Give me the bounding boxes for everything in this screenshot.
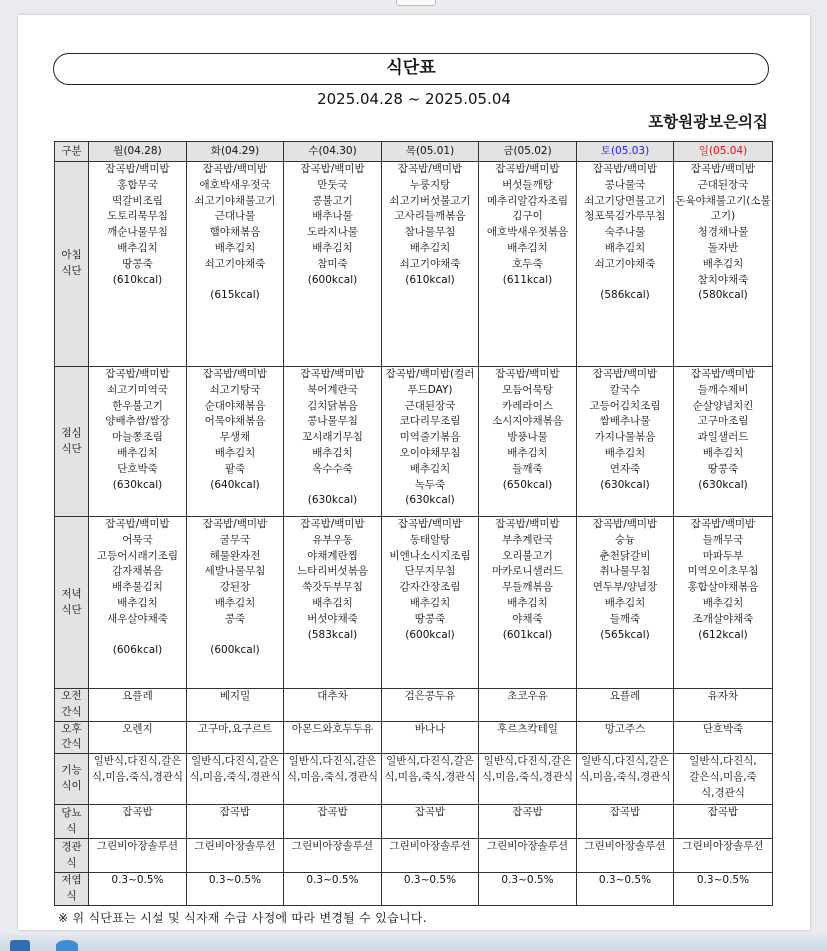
menu-cell: 잡곡밥/백미밥 누룽지탕 쇠고기버섯불고기 고사리들깨볶음 참나물무침 배추김치 쇠고기야채죽 (610kcal) — [382, 162, 479, 367]
menu-cell: 일반식,다진식,갈은식,미음,죽식,경관식 — [187, 754, 284, 805]
menu-cell: 고구마,요구르트 — [187, 721, 284, 754]
menu-cell: 초코우유 — [479, 689, 577, 722]
menu-cell: 그린비아장솔루션 — [382, 839, 479, 873]
menu-cell: 잡곡밥/백미밥 동태알탕 비엔나소시지조림 단무지무침 감자간장조림 배추김치 땅콩죽 (600kcal) — [382, 517, 479, 689]
menu-cell: 그린비아장솔루션 — [674, 839, 773, 873]
menu-cell: 잡곡밥/백미밥 칼국수 고등어김치조림 쌈배추나물 가지나물볶음 배추김치 연자죽 (630kcal) — [577, 367, 674, 517]
header-day-sat: 토(05.03) — [577, 142, 674, 162]
menu-cell: 후르츠칵테일 — [479, 721, 577, 754]
menu-cell: 잡곡밥/백미밥 굴무국 해물완자전 세발나물무침 강된장 배추김치 콩죽 (600kcal) — [187, 517, 284, 689]
menu-cell: 대추차 — [284, 689, 382, 722]
menu-cell: 망고주스 — [577, 721, 674, 754]
row-label: 경관 식 — [55, 839, 89, 873]
menu-table — [54, 141, 773, 906]
row-tube-feed — [55, 839, 773, 873]
menu-cell: 잡곡밥/백미밥 쇠고기탕국 순대야채볶음 어묵야채볶음 무생채 배추김치 팥죽 (640kcal) — [187, 367, 284, 517]
row-diet-type — [55, 754, 773, 805]
menu-cell: 잡곡밥/백미밥 만둣국 콩불고기 배추나물 도라지나물 배추김치 참미죽 (600kcal) — [284, 162, 382, 367]
row-label: 기능 식이 — [55, 754, 89, 805]
menu-cell: 잡곡밥/백미밥 어묵국 고등어시래기조림 감자채볶음 배추물김치 배추김치 새우살야채죽 (606kcal) — [89, 517, 187, 689]
menu-cell: 단호박죽 — [674, 721, 773, 754]
scroll-handle[interactable] — [396, 0, 436, 6]
menu-cell: 그린비아장솔루션 — [187, 839, 284, 873]
menu-cell: 잡곡밥/백미밥 콩나물국 쇠고기당면불고기 청포묵김가루무침 숙주나물 배추김치 쇠고기야채죽 (586kcal) — [577, 162, 674, 367]
menu-cell: 일반식,다진식,갈은식,미음,죽식,경관식 — [479, 754, 577, 805]
menu-cell: 바나나 — [382, 721, 479, 754]
menu-cell: 0.3~0.5% — [382, 873, 479, 906]
menu-cell: 잡곡밥/백미밥 애호박새우젓국 쇠고기야채불고기 근대나물 햄야채볶음 배추김치 쇠고기야채죽 (615kcal) — [187, 162, 284, 367]
menu-cell: 그린비아장솔루션 — [479, 839, 577, 873]
row-lunch — [55, 367, 773, 517]
header-day-wed: 수(04.30) — [284, 142, 382, 162]
footnote: ※ 위 식단표는 시설 및 식자재 수급 사정에 따라 변경될 수 있습니다. — [58, 911, 427, 925]
row-dinner — [55, 517, 773, 689]
header-day-mon: 월(04.28) — [89, 142, 187, 162]
header-day-fri: 금(05.02) — [479, 142, 577, 162]
menu-cell: 잡곡밥/백미밥 근대된장국 돈육야채불고기(소불고기) 청경채나물 돌자반 배추김치 참치야채죽 (580kcal) — [674, 162, 773, 367]
menu-cell: 유자차 — [674, 689, 773, 722]
menu-cell: 잡곡밥/백미밥 버섯들깨탕 메추리알감자조림 김구이 애호박새우젓볶음 배추김치 호두죽 (611kcal) — [479, 162, 577, 367]
header-day-sun: 일(05.04) — [674, 142, 773, 162]
menu-cell: 잡곡밥 — [577, 805, 674, 839]
row-diabetic — [55, 805, 773, 839]
row-pm-snack — [55, 721, 773, 754]
row-label: 당뇨 식 — [55, 805, 89, 839]
row-label: 오전 간식 — [55, 689, 89, 722]
menu-cell: 0.3~0.5% — [284, 873, 382, 906]
menu-cell: 잡곡밥/백미밥 북어계란국 김치닭볶음 콩나물무침 꼬시래기무침 배추김치 옥수수죽 (630kcal) — [284, 367, 382, 517]
app-icon[interactable] — [10, 940, 30, 951]
page-title: 식단표 — [53, 53, 769, 85]
app-icon[interactable] — [56, 940, 78, 951]
menu-cell: 0.3~0.5% — [187, 873, 284, 906]
row-breakfast — [55, 162, 773, 367]
header-day-tue: 화(04.29) — [187, 142, 284, 162]
menu-cell: 요플레 — [89, 689, 187, 722]
row-label: 아침 식단 — [55, 162, 89, 367]
menu-cell: 잡곡밥/백미밥 홍합무국 떡갈비조림 도토리묵무침 깨순나물무침 배추김치 땅콩죽 (610kcal) — [89, 162, 187, 367]
menu-cell: 그린비아장솔루션 — [577, 839, 674, 873]
header-corner: 구분 — [55, 142, 89, 162]
row-label: 저염 식 — [55, 873, 89, 906]
menu-cell: 잡곡밥 — [674, 805, 773, 839]
menu-cell: 잡곡밥/백미밥 모듬어묵탕 카레라이스 소시지야채볶음 방풍나물 배추김치 들깨죽 (650kcal) — [479, 367, 577, 517]
menu-cell: 그린비아장솔루션 — [89, 839, 187, 873]
menu-cell: 잡곡밥 — [89, 805, 187, 839]
menu-cell: 그린비아장솔루션 — [284, 839, 382, 873]
row-label: 오후 간식 — [55, 721, 89, 754]
menu-cell: 일반식,다진식,갈은식,미음,죽식,경관식 — [284, 754, 382, 805]
date-period: 2025.04.28 ~ 2025.05.04 — [317, 90, 511, 108]
row-low-salt — [55, 873, 773, 906]
menu-cell: 잡곡밥 — [284, 805, 382, 839]
menu-cell: 요플레 — [577, 689, 674, 722]
menu-cell: 잡곡밥/백미밥 쇠고기미역국 한우불고기 양배추쌈/쌈장 마늘쫑조림 배추김치 단호박죽 (630kcal) — [89, 367, 187, 517]
menu-cell: 잡곡밥/백미밥 유부우동 야채계란찜 느타리버섯볶음 쑥갓두부무침 배추김치 버섯야채죽 (583kcal) — [284, 517, 382, 689]
header-day-thu: 목(05.01) — [382, 142, 479, 162]
menu-cell: 일반식,다진식,갈은식,미음,죽식,경관식 — [382, 754, 479, 805]
menu-cell: 검은콩두유 — [382, 689, 479, 722]
menu-cell: 잡곡밥/백미밥 들깨무국 마파두부 미역오이초무침 홍합살야채볶음 배추김치 조개살야채죽 (612kcal) — [674, 517, 773, 689]
row-am-snack — [55, 689, 773, 722]
menu-cell: 일반식,다진식,갈은식,미음,죽식,경관식 — [89, 754, 187, 805]
menu-cell: 0.3~0.5% — [89, 873, 187, 906]
menu-cell: 잡곡밥/백미밥 숭늉 춘천닭갈비 취나물무침 연두부/양념장 배추김치 들깨죽 (565kcal) — [577, 517, 674, 689]
row-label: 점심 식단 — [55, 367, 89, 517]
menu-cell: 일반식,다진식, 갈은식,미음,죽 식,경관식 — [674, 754, 773, 805]
document-page — [18, 15, 810, 930]
menu-cell: 잡곡밥/백미밥 부추계란국 오리불고기 마카로니샐러드 무들깨볶음 배추김치 야채죽 (601kcal) — [479, 517, 577, 689]
menu-cell: 아몬드와호두두유 — [284, 721, 382, 754]
taskbar — [0, 935, 827, 951]
menu-cell: 잡곡밥/백미밥(컬러푸드DAY) 근대된장국 코다리무조림 미역줄기볶음 오이야채무침 배추김치 녹두죽 (630kcal) — [382, 367, 479, 517]
menu-cell: 잡곡밥 — [187, 805, 284, 839]
menu-cell: 0.3~0.5% — [479, 873, 577, 906]
row-label: 저녁 식단 — [55, 517, 89, 689]
menu-cell: 베지밀 — [187, 689, 284, 722]
menu-cell: 0.3~0.5% — [674, 873, 773, 906]
menu-cell: 일반식,다진식,갈은식,미음,죽식,경관식 — [577, 754, 674, 805]
table-header-row — [55, 142, 773, 162]
organization-name: 포항원광보은의집 — [648, 113, 768, 131]
menu-cell: 잡곡밥 — [479, 805, 577, 839]
menu-cell: 잡곡밥/백미밥 들깨수제비 순살양념치킨 고구마조림 과일샐러드 배추김치 땅콩죽 (630kcal) — [674, 367, 773, 517]
menu-cell: 오렌지 — [89, 721, 187, 754]
menu-cell: 잡곡밥 — [382, 805, 479, 839]
menu-cell: 0.3~0.5% — [577, 873, 674, 906]
